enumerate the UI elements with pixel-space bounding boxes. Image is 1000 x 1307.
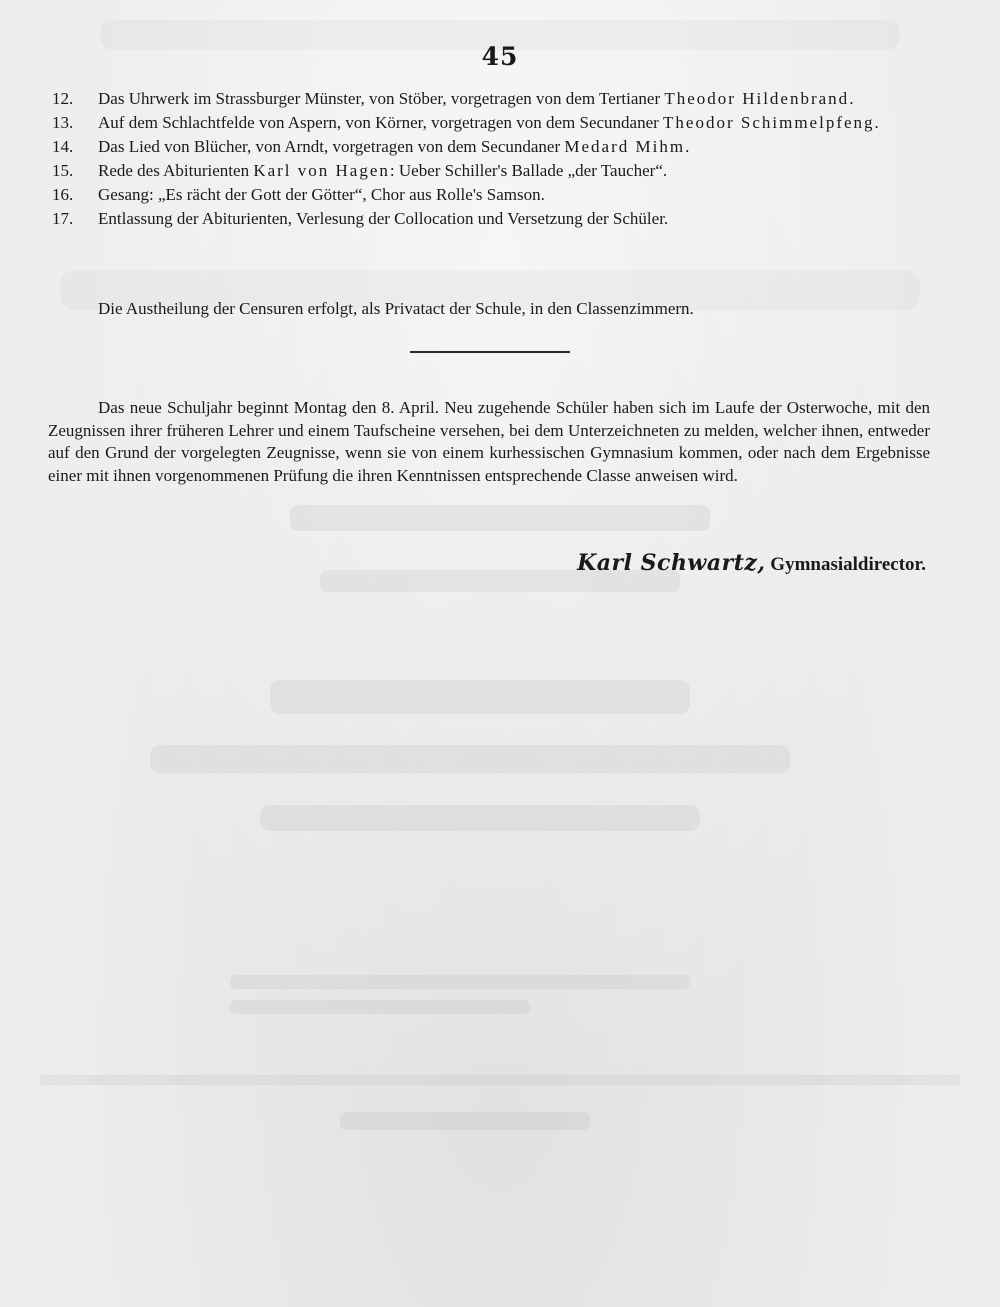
program-item-text-part: . [874,113,879,132]
program-item-text [98,112,952,133]
program-item-text-part: Das Lied von Blücher, von Arndt, vorgetragen von dem Secundaner [98,137,565,156]
program-item-number: 17. [52,209,74,228]
program-item [52,208,952,229]
program-item-number: 14. [52,137,74,156]
program-item-text [98,184,952,205]
program-item-text-part: . [849,89,854,108]
page-number: 45 [481,42,519,71]
program-item-text-part: Gesang: „Es rächt der Gott der Götter“, Chor aus Rolle's Samson. [98,185,545,204]
program-list [52,88,952,232]
signature-line [400,550,926,576]
program-item-text-part: Das Uhrwerk im Strassburger Münster, von Stöber, vorgetragen von dem Tertianer [98,89,665,108]
program-item-number: 16. [52,185,74,204]
program-item [52,160,952,181]
program-item-number: 15. [52,161,74,180]
program-item-text [98,136,952,157]
program-item [52,184,952,205]
program-item-person-name: Theodor Schimmelpfeng [663,113,875,132]
program-item [52,112,952,133]
program-item-text-part: : Ueber Schiller's Ballade „der Taucher“. [389,161,668,180]
program-item-text-part: Rede des Abiturienten [98,161,254,180]
program-item-text-part: Auf dem Schlachtfelde von Aspern, von Körner, vorgetragen von dem Secundaner [98,113,664,132]
program-item-text-part: . [685,137,690,156]
censuren-note: Die Austheilung der Censuren erfolgt, als Privatact der Schule, in den Classenzimmern. [98,299,694,318]
program-item-text [98,160,952,181]
program-item-text-part: Entlassung der Abiturienten, Verlesung der Collocation und Versetzung der Schüler. [98,209,669,228]
program-item-text [98,88,952,109]
program-item-number: 13. [52,113,74,132]
program-item-number: 12. [52,89,74,108]
signature-name: Karl Schwartz, [577,550,766,576]
program-item-person-name: Karl von Hagen [253,161,390,180]
section-divider [410,351,570,353]
program-item-person-name: Theodor Hildenbrand [664,89,850,108]
program-item-text [98,208,952,229]
signature-title: Gymnasialdirector. [770,554,926,575]
school-year-paragraph: Das neue Schuljahr beginnt Montag den 8. April. Neu zugehende Schüler haben sich im Laufe der Osterwoche, mit den Zeugnissen ihrer früheren Lehrer und einem Taufscheine versehen, bei dem Unterzeichneten zu melden, welcher ihnen, entweder auf den Grund der vorgelegten Zeugnisse, wenn sie von einem kurhessischen Gymnasium kommen, oder nach dem Ergebnisse einer mit ihnen vorgenommenen Prüfung die ihren Kenntnissen entsprechende Classe anweisen wird. [48,398,930,485]
program-item-person-name: Medard Mihm [564,137,686,156]
program-item [52,88,952,109]
program-item [52,136,952,157]
